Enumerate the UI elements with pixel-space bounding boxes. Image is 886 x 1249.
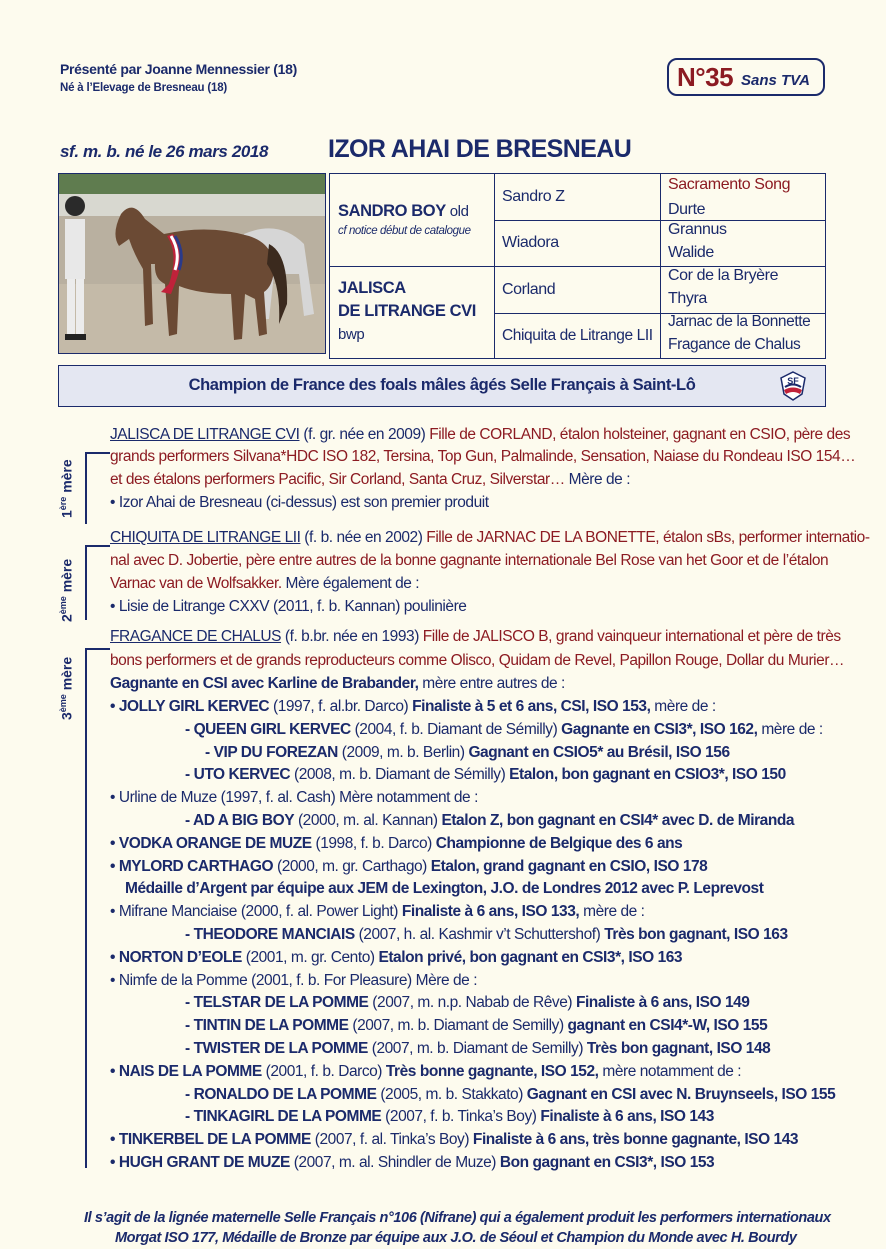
m1-name: JALISCA DE LITRANGE CVI xyxy=(110,426,300,443)
footer-line2: Morgat ISO 177, Médaille de Bronze par équipe aux J.O. de Séoul et Champion du Monde avec H. Bourdy xyxy=(115,1230,797,1246)
produce-line xyxy=(110,970,477,992)
m3-line2: bons performers et de grands reproducteurs comme Olisco, Quidam de Revel, Papillon Rouge, Dollar du Murier… xyxy=(110,652,845,669)
m1-line2: grands performers Silvana*HDC ISO 182, Tersina, Top Gun, Palmalinde, Sensation, Naiase du Rondeau ISO 154… xyxy=(110,448,856,465)
produce-pre: - xyxy=(185,1040,194,1057)
pedigree-sd: Wiadora xyxy=(502,234,559,251)
produce-name: NAIS DE LA POMME xyxy=(118,1062,262,1080)
produce-line xyxy=(185,1015,767,1037)
m2-line2: nal avec D. Jobertie, père entre autres de la bonne gagnante internationale Bel Rose van het Goor et de l’étalon xyxy=(110,552,829,569)
produce-perf: Etalon, grand gagnant en CSIO, ISO 178 xyxy=(430,857,708,875)
produce-perf: Gagnant en CSIO5* au Brésil, ISO 156 xyxy=(468,743,730,761)
label-1ere-mere: 1ère mère xyxy=(58,459,75,518)
produce-info: (2008, m. b. Diamant de Sémilly) xyxy=(290,766,510,784)
m3-line1: FRAGANCE DE CHALUS (f. b.br. née en 1993) Fille de JALISCO B, grand vainqueur international et père de très xyxy=(110,628,841,645)
produce-info: (2007, f. al. Tinka’s Boy) xyxy=(310,1131,473,1149)
produce-info: (2000, f. al. Power Light) xyxy=(236,903,402,921)
label-2eme-mere: 2ème mère xyxy=(58,558,75,622)
produce-info: (1997, f. al. Cash) xyxy=(216,789,340,807)
produce-line xyxy=(110,947,682,969)
pedigree-ds: Corland xyxy=(502,281,556,298)
produce-name: NORTON D’EOLE xyxy=(118,948,242,966)
produce-line xyxy=(110,833,682,855)
m2-line3: Varnac van de Wolfsakker. Mère également de : xyxy=(110,575,420,592)
pedigree-dss: Cor de la Bryère xyxy=(668,267,779,284)
produce-name: Nimfe de la Pomme xyxy=(118,971,248,989)
m2-name: CHIQUITA DE LITRANGE LII xyxy=(110,529,301,546)
produce-pre: - xyxy=(185,994,194,1012)
produce-name: UTO KERVEC xyxy=(193,766,291,784)
produce-name: Mifrane Manciaise xyxy=(118,903,237,921)
sf-logo-text: SF xyxy=(787,376,799,386)
produce-pre: • xyxy=(110,789,119,807)
produce-pre: • xyxy=(110,857,119,875)
produce-name: Urline de Muze xyxy=(118,789,217,807)
produce-pre: • xyxy=(110,834,119,852)
produce-tail: Mère notamment de : xyxy=(339,789,478,807)
produce-info: (2001, f. b. For Pleasure) xyxy=(247,971,416,989)
m1-line3: et des étalons performers Pacific, Sir Corland, Santa Cruz, Silverstar… Mère de : xyxy=(110,471,631,488)
produce-line xyxy=(205,742,730,764)
produce-info: (1997, f. al.br. Darco) xyxy=(269,698,413,715)
produce-line xyxy=(110,1152,714,1174)
produce-perf: Très bonne gagnante, ISO 152, xyxy=(385,1062,599,1080)
produce-pre: - xyxy=(185,1017,194,1035)
produce-pre: - xyxy=(185,926,194,943)
produce-name: HUGH GRANT DE MUZE xyxy=(118,1154,290,1171)
produce-perf: Etalon, bon gagnant en CSIO3*, ISO 150 xyxy=(509,766,786,784)
m2-produce: • Lisie de Litrange CXXV (2011, f. b. Kannan) poulinière xyxy=(110,598,467,615)
produce-line xyxy=(185,1084,835,1106)
produce-info: (2001, m. gr. Cento) xyxy=(241,948,379,966)
produce-name: TWISTER DE LA POMME xyxy=(193,1040,368,1057)
produce-pre: • xyxy=(110,1131,119,1149)
horse-name: IZOR AHAI DE BRESNEAU xyxy=(328,135,632,163)
pedigree-ddd: Fragance de Chalus xyxy=(668,336,801,353)
produce-perf: Très bon gagnant, ISO 163 xyxy=(604,926,788,943)
lot-tax: Sans TVA xyxy=(741,72,810,89)
dam-suffix: bwp xyxy=(338,326,365,343)
produce-name: THEODORE MANCIAIS xyxy=(193,926,355,943)
produce-info: (2009, m. b. Berlin) xyxy=(337,743,469,761)
produce-pre: - xyxy=(185,766,194,784)
rule-m3-top xyxy=(85,648,110,650)
produce-perf: Finaliste à 6 ans, très bonne gagnante, ISO 143 xyxy=(472,1131,799,1149)
sire-name: SANDRO BOY old xyxy=(338,202,469,220)
m1-produce: • Izor Ahai de Bresneau (ci-dessus) est son premier produit xyxy=(110,494,489,511)
produce-perf: Finaliste à 5 et 6 ans, CSI, ISO 153, xyxy=(412,698,651,715)
produce-info: (2007, m. b. Diamant de Semilly) xyxy=(348,1017,568,1035)
rule-m2-side xyxy=(85,545,87,620)
produce-name: TELSTAR DE LA POMME xyxy=(193,994,369,1012)
m1-line1: JALISCA DE LITRANGE CVI (f. gr. née en 2009) Fille de CORLAND, étalon holsteiner, gagnant en CSIO, père des xyxy=(110,426,851,443)
produce-pre: • xyxy=(110,948,119,966)
pedigree-sdd: Walide xyxy=(668,244,714,261)
sire-note: cf notice début de catalogue xyxy=(338,225,471,237)
produce-line xyxy=(110,901,645,923)
horse-description: sf. m. b. né le 26 mars 2018 xyxy=(60,142,269,161)
produce-info: (2000, m. al. Kannan) xyxy=(294,812,442,829)
pedigree-dd: Chiquita de Litrange LII xyxy=(502,327,653,344)
produce-perf: Etalon Z, bon gagnant en CSI4* avec D. de Miranda xyxy=(441,812,795,829)
produce-pre: - xyxy=(185,812,193,829)
produce-line xyxy=(125,878,763,900)
produce-tail: mère de : xyxy=(579,903,645,921)
produce-pre: - xyxy=(205,743,214,761)
produce-info: (2007, m. n.p. Nabab de Rêve) xyxy=(368,994,576,1012)
champion-banner-text: Champion de France des foals mâles âgés Selle Français à Saint-Lô xyxy=(188,376,696,394)
produce-info: (1998, f. b. Darco) xyxy=(311,834,436,852)
rule-m1-side xyxy=(85,452,87,524)
dam-name-line1: JALISCA xyxy=(338,279,406,297)
produce-info: (2001, f. b. Darco) xyxy=(261,1062,386,1080)
m2-line1: CHIQUITA DE LITRANGE LII (f. b. née en 2002) Fille de JARNAC DE LA BONETTE, étalon sBs, performer internatio- xyxy=(110,529,870,546)
produce-line xyxy=(185,992,749,1014)
produce-name: VIP DU FOREZAN xyxy=(213,743,338,761)
produce-line xyxy=(185,1106,714,1128)
produce-pre: • xyxy=(110,903,119,921)
produce-info: (2000, m. gr. Carthago) xyxy=(273,857,431,875)
pedigree-ss: Sandro Z xyxy=(502,188,565,205)
produce-perf: Finaliste à 6 ans, ISO 143 xyxy=(540,1108,714,1126)
produce-line xyxy=(185,1038,770,1060)
produce-name: TINTIN DE LA POMME xyxy=(193,1017,349,1035)
produce-pre: - xyxy=(185,720,194,738)
pedigree-ssd: Durte xyxy=(668,201,706,218)
label-3eme-mere: 3ème mère xyxy=(58,656,75,720)
presenter-text: Présenté par Joanne Mennessier (18) xyxy=(60,61,297,77)
produce-info: (2005, m. b. Stakkato) xyxy=(376,1085,527,1103)
produce-info: (2007, m. al. Shindler de Muze) xyxy=(289,1154,500,1171)
produce-perf: Bon gagnant en CSI3*, ISO 153 xyxy=(499,1154,715,1171)
produce-line xyxy=(110,696,716,718)
pedigree-dds: Jarnac de la Bonnette xyxy=(668,313,811,330)
produce-info: (2007, f. b. Tinka’s Boy) xyxy=(381,1108,541,1126)
produce-line xyxy=(110,856,707,878)
produce-perf: Finaliste à 6 ans, ISO 133, xyxy=(401,903,580,921)
produce-pre: - xyxy=(185,1108,194,1126)
rule-m2-top xyxy=(85,545,110,547)
birthplace-text: Né à l’Elevage de Bresneau (18) xyxy=(60,82,228,94)
produce-tail: mère notamment de : xyxy=(598,1062,742,1080)
horse-photo xyxy=(58,173,326,354)
produce-name: RONALDO DE LA POMME xyxy=(193,1085,377,1103)
produce-pre: • xyxy=(110,1154,119,1171)
produce-perf: Gagnant en CSI avec N. Bruynseels, ISO 155 xyxy=(526,1085,836,1103)
pedigree-sds: Grannus xyxy=(668,221,727,238)
produce-info: (2004, f. b. Diamant de Sémilly) xyxy=(350,720,562,738)
produce-perf: Médaille d’Argent par équipe aux JEM de Lexington, J.O. de Londres 2012 avec P. Leprevost xyxy=(125,880,764,898)
produce-tail: Mère de : xyxy=(415,971,478,989)
produce-info: (2007, h. al. Kashmir v’t Schuttershof) xyxy=(354,926,605,943)
produce-perf: Finaliste à 6 ans, ISO 149 xyxy=(575,994,750,1012)
dam-name-line2: DE LITRANGE CVI xyxy=(338,302,476,320)
produce-line xyxy=(185,719,823,741)
produce-pre: - xyxy=(185,1085,194,1103)
lot-number: N°35 xyxy=(677,62,734,92)
produce-pre: • xyxy=(110,971,119,989)
produce-perf: Etalon privé, bon gagnant en CSI3*, ISO 163 xyxy=(378,948,683,966)
pedigree-sss: Sacramento Song xyxy=(668,176,791,193)
produce-name: JOLLY GIRL KERVEC xyxy=(118,698,270,715)
produce-name: MYLORD CARTHAGO xyxy=(118,857,274,875)
produce-line xyxy=(110,1129,798,1151)
rule-m3-side xyxy=(85,648,87,1168)
produce-line xyxy=(185,764,786,786)
produce-line xyxy=(185,924,788,946)
pedigree-dsd: Thyra xyxy=(668,290,707,307)
produce-tail: mère de : xyxy=(757,720,823,738)
produce-name: VODKA ORANGE DE MUZE xyxy=(118,834,312,852)
produce-line xyxy=(110,787,478,809)
produce-name: AD A BIG BOY xyxy=(193,812,295,829)
rule-m1-top xyxy=(85,452,110,454)
m3-line3: Gagnante en CSI avec Karline de Brabander, mère entre autres de : xyxy=(110,675,565,692)
produce-tail: mère de : xyxy=(650,698,716,715)
produce-name: TINKAGIRL DE LA POMME xyxy=(193,1108,382,1126)
m3-name: FRAGANCE DE CHALUS xyxy=(110,628,282,645)
produce-perf: gagnant en CSI4*-W, ISO 155 xyxy=(567,1017,768,1035)
produce-perf: Gagnante en CSI3*, ISO 162, xyxy=(561,720,758,738)
produce-info: (2007, m. b. Diamant de Semilly) xyxy=(367,1040,587,1057)
produce-line xyxy=(185,810,794,832)
produce-pre: • xyxy=(110,1062,119,1080)
produce-perf: Championne de Belgique des 6 ans xyxy=(435,834,683,852)
produce-line xyxy=(110,1061,741,1083)
produce-perf: Très bon gagnant, ISO 148 xyxy=(586,1040,771,1057)
produce-name: QUEEN GIRL KERVEC xyxy=(193,720,351,738)
produce-pre: • xyxy=(110,698,119,715)
footer-line1: Il s’agit de la lignée maternelle Selle Français n°106 (Nifrane) qui a également produit les performers internationaux xyxy=(84,1210,831,1226)
produce-name: TINKERBEL DE LA POMME xyxy=(118,1131,311,1149)
sf-logo-icon xyxy=(778,370,808,402)
